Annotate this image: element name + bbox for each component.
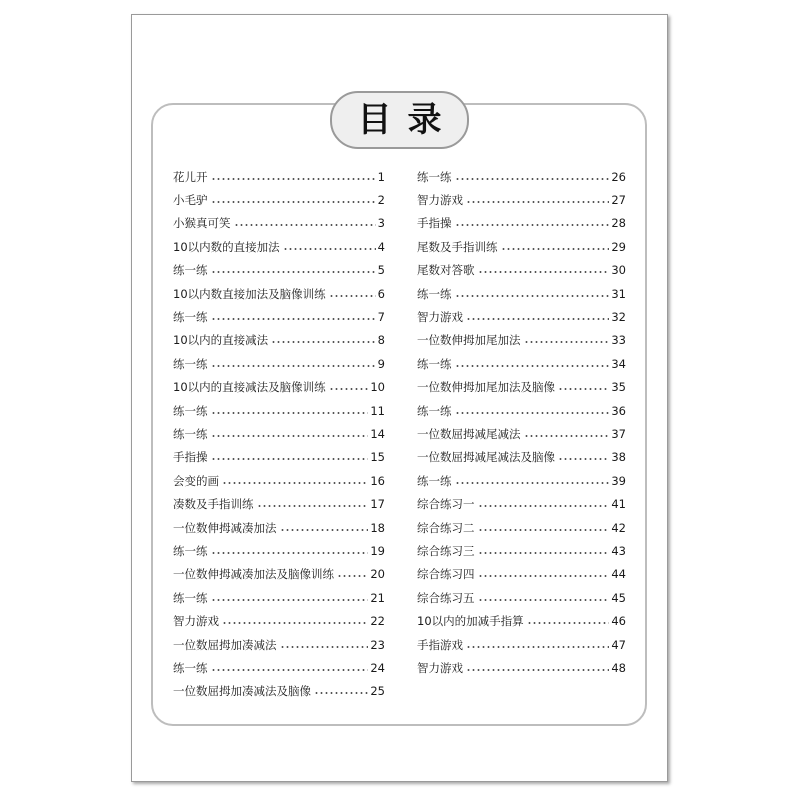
toc-entry bbox=[173, 212, 385, 235]
toc-entry bbox=[417, 446, 626, 469]
toc-entry-title: 会变的画 bbox=[173, 473, 219, 488]
toc-left-column bbox=[173, 165, 385, 703]
toc-leader-dots bbox=[455, 294, 610, 298]
toc-entry-title: 一位数屈拇减尾减法及脑像 bbox=[417, 450, 555, 465]
toc-entry bbox=[173, 352, 385, 375]
toc-entry-title: 练一练 bbox=[417, 356, 452, 371]
toc-entry-title: 练一练 bbox=[173, 543, 208, 558]
toc-entry-page: 22 bbox=[370, 614, 385, 629]
toc-entry-page: 23 bbox=[370, 637, 385, 652]
toc-entry-title: 一位数伸拇减凑加法 bbox=[173, 520, 277, 535]
toc-entry-page: 9 bbox=[377, 356, 385, 371]
toc-entry bbox=[417, 633, 626, 656]
toc-entry-page: 21 bbox=[370, 590, 385, 605]
toc-leader-dots bbox=[211, 457, 369, 461]
toc-leader-dots bbox=[271, 340, 376, 344]
toc-leader-dots bbox=[211, 668, 369, 672]
toc-leader-dots bbox=[524, 434, 610, 438]
toc-entry-page: 6 bbox=[377, 286, 385, 301]
toc-entry-page: 35 bbox=[611, 380, 626, 395]
toc-entry bbox=[173, 586, 385, 609]
toc-entry bbox=[417, 609, 626, 632]
toc-entry bbox=[173, 633, 385, 656]
toc-entry-title: 一位数屈拇加凑减法 bbox=[173, 637, 277, 652]
toc-entry-page: 46 bbox=[611, 614, 626, 629]
toc-entry-page: 34 bbox=[611, 356, 626, 371]
toc-leader-dots bbox=[280, 528, 369, 532]
toc-entry-page: 15 bbox=[370, 450, 385, 465]
toc-entry-title: 综合练习四 bbox=[417, 567, 475, 582]
toc-entry bbox=[417, 469, 626, 492]
toc-entry bbox=[173, 422, 385, 445]
toc-entry-page: 19 bbox=[370, 543, 385, 558]
toc-entry-page: 43 bbox=[611, 543, 626, 558]
toc-leader-dots bbox=[527, 621, 610, 625]
toc-entry bbox=[173, 259, 385, 282]
toc-leader-dots bbox=[211, 434, 369, 438]
toc-entry-title: 小毛驴 bbox=[173, 193, 208, 208]
toc-entry-title: 10以内数直接加法及脑像训练 bbox=[173, 286, 326, 301]
toc-leader-dots bbox=[455, 177, 610, 181]
toc-entry-page: 3 bbox=[377, 216, 385, 231]
toc-entry-page: 14 bbox=[370, 426, 385, 441]
toc-entry-title: 一位数伸拇加尾加法 bbox=[417, 333, 521, 348]
toc-entry bbox=[417, 586, 626, 609]
toc-leader-dots bbox=[211, 177, 376, 181]
toc-entry-title: 练一练 bbox=[417, 473, 452, 488]
toc-entry-title: 练一练 bbox=[417, 286, 452, 301]
toc-entry-page: 29 bbox=[611, 239, 626, 254]
toc-entry-title: 凑数及手指训练 bbox=[173, 497, 254, 512]
toc-entry-page: 38 bbox=[611, 450, 626, 465]
toc-entry bbox=[417, 259, 626, 282]
toc-entry-title: 一位数屈拇加凑减法及脑像 bbox=[173, 684, 311, 699]
toc-leader-dots bbox=[314, 691, 368, 695]
toc-entry-title: 一位数伸拇加尾加法及脑像 bbox=[417, 380, 555, 395]
toc-leader-dots bbox=[211, 364, 376, 368]
toc-entry bbox=[173, 305, 385, 328]
toc-leader-dots bbox=[466, 645, 609, 649]
toc-leader-dots bbox=[337, 574, 368, 578]
toc-entry-page: 4 bbox=[377, 239, 385, 254]
toc-entry-title: 手指操 bbox=[417, 216, 452, 231]
toc-entry-title: 综合练习一 bbox=[417, 497, 475, 512]
toc-entry-page: 17 bbox=[370, 497, 385, 512]
toc-entry-page: 18 bbox=[370, 520, 385, 535]
toc-entry-title: 综合练习二 bbox=[417, 520, 475, 535]
toc-entry-page: 32 bbox=[611, 310, 626, 325]
toc-leader-dots bbox=[501, 247, 610, 251]
toc-entry-title: 综合练习五 bbox=[417, 590, 475, 605]
toc-entry-title: 练一练 bbox=[173, 660, 208, 675]
toc-entry-page: 26 bbox=[611, 169, 626, 184]
toc-entry-page: 8 bbox=[377, 333, 385, 348]
toc-leader-dots bbox=[478, 528, 610, 532]
toc-entry-title: 练一练 bbox=[173, 356, 208, 371]
toc-leader-dots bbox=[280, 645, 369, 649]
toc-entry bbox=[173, 469, 385, 492]
toc-entry-title: 手指游戏 bbox=[417, 637, 463, 652]
toc-entry-page: 7 bbox=[377, 310, 385, 325]
toc-entry bbox=[173, 399, 385, 422]
toc-entry-page: 45 bbox=[611, 590, 626, 605]
toc-entry-page: 47 bbox=[611, 637, 626, 652]
toc-entry bbox=[173, 446, 385, 469]
toc-right-column bbox=[417, 165, 626, 680]
toc-entry bbox=[417, 422, 626, 445]
toc-leader-dots bbox=[466, 200, 609, 204]
toc-entry-title: 一位数屈拇减尾减法 bbox=[417, 426, 521, 441]
toc-entry bbox=[417, 305, 626, 328]
toc-entry-page: 33 bbox=[611, 333, 626, 348]
toc-title-badge bbox=[330, 91, 469, 149]
toc-entry-page: 11 bbox=[370, 403, 385, 418]
toc-entry bbox=[173, 539, 385, 562]
toc-entry-page: 42 bbox=[611, 520, 626, 535]
toc-leader-dots bbox=[329, 294, 376, 298]
toc-entry-title: 手指操 bbox=[173, 450, 208, 465]
toc-entry-title: 花儿开 bbox=[173, 169, 208, 184]
toc-entry-title: 练一练 bbox=[417, 169, 452, 184]
toc-entry bbox=[417, 165, 626, 188]
toc-entry-page: 39 bbox=[611, 473, 626, 488]
toc-leader-dots bbox=[478, 598, 610, 602]
toc-entry-page: 10 bbox=[370, 380, 385, 395]
toc-entry-title: 练一练 bbox=[173, 403, 208, 418]
toc-entry bbox=[417, 516, 626, 539]
toc-leader-dots bbox=[558, 457, 609, 461]
toc-entry bbox=[417, 188, 626, 211]
toc-leader-dots bbox=[257, 504, 369, 508]
toc-leader-dots bbox=[558, 387, 609, 391]
toc-leader-dots bbox=[455, 411, 610, 415]
toc-entry bbox=[417, 656, 626, 679]
toc-entry-title: 智力游戏 bbox=[417, 310, 463, 325]
toc-leader-dots bbox=[211, 551, 369, 555]
toc-entry-page: 16 bbox=[370, 473, 385, 488]
toc-entry-title: 10以内的直接减法及脑像训练 bbox=[173, 380, 326, 395]
toc-entry-title: 综合练习三 bbox=[417, 543, 475, 558]
toc-leader-dots bbox=[329, 387, 369, 391]
toc-entry bbox=[417, 235, 626, 258]
toc-entry-title: 10以内数的直接加法 bbox=[173, 239, 280, 254]
toc-entry bbox=[173, 329, 385, 352]
toc-entry-title: 10以内的加减手指算 bbox=[417, 614, 524, 629]
toc-leader-dots bbox=[478, 504, 610, 508]
toc-leader-dots bbox=[211, 598, 369, 602]
toc-entry bbox=[417, 329, 626, 352]
toc-entry-title: 智力游戏 bbox=[417, 193, 463, 208]
toc-entry-title: 练一练 bbox=[173, 426, 208, 441]
toc-entry bbox=[173, 282, 385, 305]
toc-entry bbox=[417, 563, 626, 586]
toc-leader-dots bbox=[466, 317, 609, 321]
toc-entry-page: 44 bbox=[611, 567, 626, 582]
toc-entry-title: 练一练 bbox=[173, 310, 208, 325]
toc-entry bbox=[417, 212, 626, 235]
toc-leader-dots bbox=[478, 551, 610, 555]
toc-entry bbox=[173, 165, 385, 188]
toc-entry bbox=[173, 516, 385, 539]
toc-leader-dots bbox=[455, 364, 610, 368]
toc-entry-page: 36 bbox=[611, 403, 626, 418]
toc-entry-title: 尾数及手指训练 bbox=[417, 239, 498, 254]
toc-leader-dots bbox=[211, 317, 376, 321]
toc-entry bbox=[417, 282, 626, 305]
toc-entry bbox=[173, 563, 385, 586]
toc-entry-page: 30 bbox=[611, 263, 626, 278]
toc-leader-dots bbox=[466, 668, 609, 672]
toc-entry-title: 10以内的直接减法 bbox=[173, 333, 269, 348]
toc-entry-page: 41 bbox=[611, 497, 626, 512]
toc-entry-title: 智力游戏 bbox=[417, 660, 463, 675]
toc-leader-dots bbox=[455, 481, 610, 485]
toc-leader-dots bbox=[211, 270, 376, 274]
toc-entry-title: 尾数对答歌 bbox=[417, 263, 475, 278]
toc-entry bbox=[173, 492, 385, 515]
toc-leader-dots bbox=[211, 411, 369, 415]
toc-entry bbox=[173, 656, 385, 679]
toc-entry-title: 一位数伸拇减凑加法及脑像训练 bbox=[173, 567, 334, 582]
toc-leader-dots bbox=[455, 223, 610, 227]
toc-entry-page: 28 bbox=[611, 216, 626, 231]
toc-leader-dots bbox=[222, 621, 368, 625]
toc-entry-page: 24 bbox=[370, 660, 385, 675]
toc-entry-title: 智力游戏 bbox=[173, 614, 219, 629]
toc-entry-title: 小猴真可笑 bbox=[173, 216, 231, 231]
toc-entry bbox=[417, 399, 626, 422]
toc-title: 目录 bbox=[357, 100, 458, 140]
toc-leader-dots bbox=[478, 270, 610, 274]
toc-entry-page: 2 bbox=[377, 193, 385, 208]
toc-entry bbox=[173, 188, 385, 211]
toc-leader-dots bbox=[524, 340, 610, 344]
toc-entry-title: 练一练 bbox=[173, 590, 208, 605]
toc-entry bbox=[173, 235, 385, 258]
toc-entry bbox=[417, 492, 626, 515]
toc-entry-title: 练一练 bbox=[417, 403, 452, 418]
toc-entry-page: 5 bbox=[377, 263, 385, 278]
toc-leader-dots bbox=[234, 223, 376, 227]
toc-leader-dots bbox=[478, 574, 610, 578]
toc-entry bbox=[417, 376, 626, 399]
toc-entry-page: 20 bbox=[370, 567, 385, 582]
toc-leader-dots bbox=[222, 481, 368, 485]
toc-entry-page: 31 bbox=[611, 286, 626, 301]
toc-entry-page: 48 bbox=[611, 660, 626, 675]
toc-entry bbox=[417, 352, 626, 375]
toc-entry bbox=[417, 539, 626, 562]
toc-entry bbox=[173, 609, 385, 632]
toc-leader-dots bbox=[283, 247, 376, 251]
toc-entry-page: 1 bbox=[377, 169, 385, 184]
toc-leader-dots bbox=[211, 200, 376, 204]
toc-entry bbox=[173, 376, 385, 399]
toc-entry-page: 25 bbox=[370, 684, 385, 699]
toc-entry-page: 27 bbox=[611, 193, 626, 208]
toc-entry bbox=[173, 680, 385, 703]
toc-entry-title: 练一练 bbox=[173, 263, 208, 278]
toc-entry-page: 37 bbox=[611, 426, 626, 441]
